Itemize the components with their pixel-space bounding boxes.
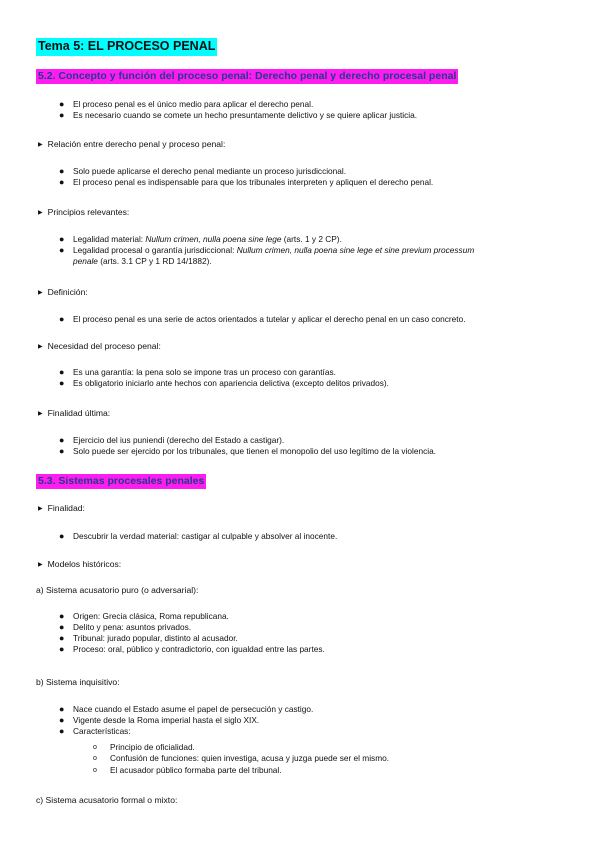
bullet-icon: ● bbox=[59, 726, 65, 736]
list-item: o Confusión de funciones: quien investiga, acusa y juzga puede ser el mismo. bbox=[93, 753, 390, 764]
bullet-icon: ● bbox=[59, 633, 65, 643]
sublist-caracteristicas bbox=[0, 742, 389, 776]
triangle-bullet-icon: ▶ bbox=[38, 411, 43, 417]
list-item: ● Proceso: oral, público y contradictorio, con igualdad entre las partes. bbox=[59, 644, 325, 654]
heading-modelos: ▶ Modelos históricos: bbox=[38, 559, 122, 569]
heading-definicion: ▶ Definición: bbox=[38, 287, 88, 297]
heading-relacion: ▶ Relación entre derecho penal y proceso penal: bbox=[38, 139, 226, 149]
list-item: ● Nace cuando el Estado asume el papel de persecución y castigo. bbox=[59, 704, 314, 714]
list-item: ● Vigente desde la Roma imperial hasta el siglo XIX. bbox=[59, 715, 260, 725]
bullet-list-acusatorio bbox=[0, 611, 563, 655]
circle-bullet-icon: o bbox=[93, 744, 97, 751]
list-item: ● El proceso penal es el único medio para aplicar el derecho penal. bbox=[59, 99, 314, 109]
sistema-mixto-heading: c) Sistema acusatorio formal o mixto: bbox=[36, 795, 178, 805]
bullet-icon: ● bbox=[59, 446, 65, 456]
section-heading-5-3: 5.3. Sistemas procesales penales bbox=[38, 475, 205, 487]
sistema-inquisitivo-heading: b) Sistema inquisitivo: bbox=[36, 677, 120, 687]
triangle-bullet-icon: ▶ bbox=[38, 562, 43, 568]
triangle-bullet-icon: ▶ bbox=[38, 210, 43, 216]
bullet-icon: ● bbox=[59, 622, 65, 632]
list-item: ● Características: bbox=[59, 726, 131, 736]
heading-necesidad: ▶ Necesidad del proceso penal: bbox=[38, 341, 161, 351]
bullet-list-finalidad-2 bbox=[0, 531, 563, 542]
list-item: ● Es necesario cuando se comete un hecho presuntamente delictivo y se quiere aplicar justicia. bbox=[59, 110, 418, 120]
bullet-icon: ● bbox=[59, 166, 65, 176]
circle-bullet-icon: o bbox=[93, 766, 97, 774]
list-item: ● Ejercicio del ius puniendi (derecho del Estado a castigar). bbox=[59, 435, 285, 445]
bullet-list-relacion bbox=[0, 166, 563, 188]
bullet-list-necesidad bbox=[0, 367, 563, 389]
list-item: ● Es una garantía: la pena solo se impone tras un proceso con garantías. bbox=[59, 367, 336, 377]
page-title: Tema 5: EL PROCESO PENAL bbox=[36, 38, 217, 56]
bullet-icon: ● bbox=[59, 99, 65, 109]
bullet-list-principios bbox=[0, 234, 563, 267]
heading-principios: ▶ Principios relevantes: bbox=[38, 207, 130, 217]
bullet-list-definicion bbox=[0, 314, 563, 325]
bullet-icon: ● bbox=[59, 314, 65, 324]
triangle-bullet-icon: ▶ bbox=[38, 142, 43, 148]
heading-finalidad: ▶ Finalidad: bbox=[38, 503, 85, 513]
bullet-icon: ● bbox=[59, 611, 65, 621]
heading-finalidad-ultima: ▶ Finalidad última: bbox=[38, 408, 111, 418]
list-item: ● Origen: Grecia clásica, Roma republicana. bbox=[59, 611, 229, 621]
list-item: ● Delito y pena: asuntos privados. bbox=[59, 622, 192, 632]
bullet-list-inquisitivo bbox=[0, 704, 563, 737]
list-item: ● Solo puede ser ejercido por los tribunales, que tienen el monopolio del uso legítimo de la violencia. bbox=[59, 446, 436, 456]
list-item: ● Solo puede aplicarse el derecho penal mediante un proceso jurisdiccional. bbox=[59, 166, 347, 176]
bullet-icon: ● bbox=[59, 378, 65, 388]
bullet-list-finalidad bbox=[0, 435, 563, 457]
bullet-icon: ● bbox=[59, 704, 65, 714]
list-item: ● El proceso penal es indispensable para que los tribunales interpreten y apliquen el derecho penal. bbox=[59, 177, 434, 187]
bullet-icon: ● bbox=[59, 110, 65, 120]
sistema-acusatorio-heading: a) Sistema acusatorio puro (o adversarial): bbox=[36, 585, 199, 595]
list-item: ● Descubrir la verdad material: castigar al culpable y absolver al inocente. bbox=[59, 531, 338, 541]
list-item: ● Es obligatorio iniciarlo ante hechos con apariencia delictiva (excepto delitos privados). bbox=[59, 378, 389, 388]
list-item: ● El proceso penal es una serie de actos orientados a tutelar y aplicar el derecho penal en un caso concreto. bbox=[59, 314, 466, 324]
list-item: ● Legalidad material: Nullum crimen, nulla poena sine lege (arts. 1 y 2 CP). bbox=[59, 234, 342, 244]
bullet-icon: ● bbox=[59, 531, 65, 541]
bullet-icon: ● bbox=[59, 435, 65, 445]
triangle-bullet-icon: ▶ bbox=[38, 290, 43, 296]
bullet-icon: ● bbox=[59, 245, 65, 255]
list-item: ● Tribunal: jurado popular, distinto al acusador. bbox=[59, 633, 238, 643]
circle-bullet-icon: o bbox=[93, 755, 97, 763]
triangle-bullet-icon: ▶ bbox=[38, 344, 43, 350]
bullet-icon: ● bbox=[59, 367, 65, 377]
list-item: o Principio de oficialidad. bbox=[93, 742, 195, 752]
list-item: o El acusador público formaba parte del tribunal. bbox=[93, 764, 282, 775]
bullet-icon: ● bbox=[59, 644, 65, 654]
bullet-icon: ● bbox=[59, 234, 65, 244]
bullet-icon: ● bbox=[59, 177, 65, 187]
section-heading-5-2: 5.2. Concepto y función del proceso penal: Derecho penal y derecho procesal penal bbox=[38, 70, 457, 82]
list-item: ● Legalidad procesal o garantía jurisdiccional: Nullum crimen, nulla poena sine lege et sine previum processum penale (arts. 3.1 CP y 1 RD 14/1882). bbox=[59, 245, 475, 266]
bullet-icon: ● bbox=[59, 715, 65, 725]
triangle-bullet-icon: ▶ bbox=[38, 506, 43, 512]
bullet-list-intro bbox=[0, 99, 563, 121]
